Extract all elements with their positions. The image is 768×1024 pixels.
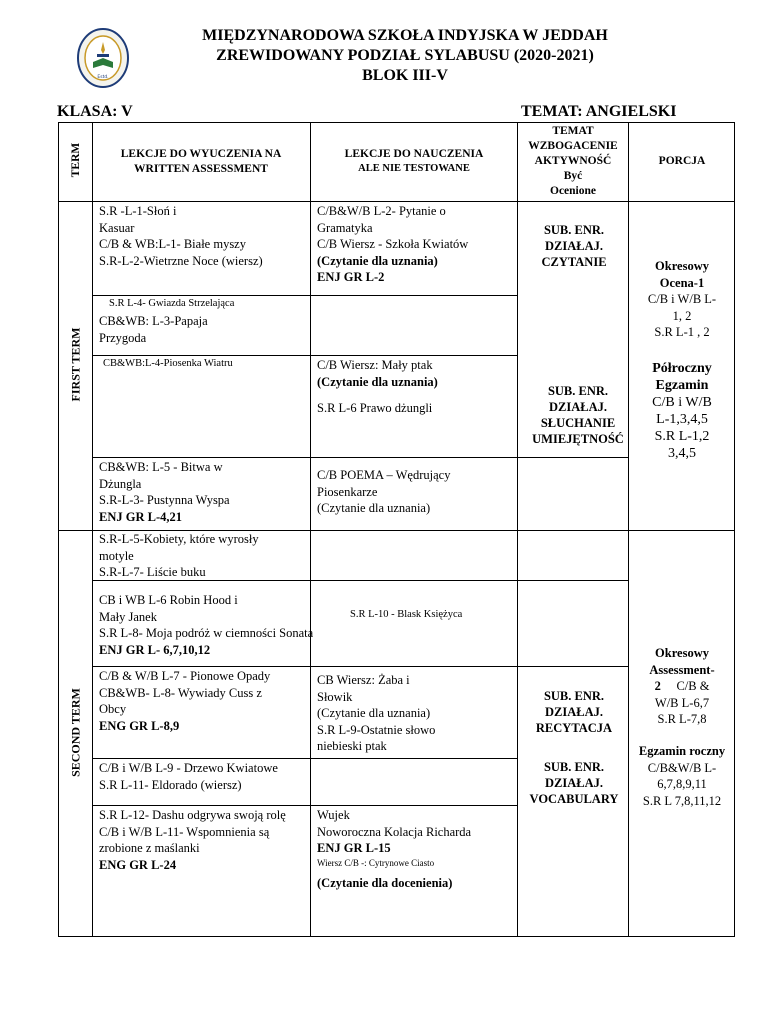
first-term-label: FIRST TERM (68, 327, 83, 402)
r9-not-tested: Wujek Noworoczna Kolacja Richarda ENJ GR L-15 Wiersz C/B -: Cytrynowe Ciasto (Czytanie dla docenienia) (317, 808, 472, 890)
enrichment-recitation: SUB. ENR. DZIAŁAJ. RECYTACJA (535, 689, 613, 735)
r9-written: S.R L-12- Dashu odgrywa swoją rolę C/B i W/B L-11- Wspomnienia są zrobione z maślanki ENG GR L-24 (99, 808, 286, 872)
r1-written: S.R -L-1-Słoń i Kasuar C/B & WB:L-1- Białe myszy S.R-L-2-Wietrzne Noce (wiersz) (99, 204, 263, 268)
portion-second-annual: Egzamin roczny C/B&W/B L- 6,7,8,9,11 S.R L 7,8,11,12 (638, 744, 726, 808)
enrichment-reading: SUB. ENR. DZIAŁAJ. CZYTANIE (541, 223, 607, 269)
r4-not-tested: C/B POEMA – Wędrujący Piosenkarze (Czytanie dla uznania) (317, 468, 451, 515)
enrichment-vocabulary: SUB. ENR. DZIAŁAJ. VOCABULARY (529, 760, 619, 806)
r6-written: CB i WB L-6 Robin Hood i Mały Janek S.R L-8- Moja podróż w ciemności Sonata ENJ GR L- 6,7,10,12 (99, 593, 314, 657)
r3-written-small: CB&WB:L-4-Piosenka Wiatru (103, 358, 233, 369)
r3-not-tested: C/B Wiersz: Mały ptak (Czytanie dla uznania) S.R L-6 Prawo dżungli (317, 358, 438, 415)
r2-written: CB&WB: L-3-Papaja Przygoda (99, 314, 208, 345)
r6-not-tested: S.R L-10 - Blask Księżyca (350, 609, 463, 620)
block-label: BLOK III-V (362, 67, 448, 84)
r5-written: S.R-L-5-Kobiety, które wyrosły motyle S.R-L-7- Liście buku (99, 532, 259, 579)
school-name: MIĘDZYNARODOWA SZKOŁA INDYJSKA W JEDDAH (202, 27, 608, 44)
r1-not-tested: C/B&W/B L-2- Pytanie o Gramatyka C/B Wiersz - Szkoła Kwiatów (Czytanie dla uznania) ENJ GR L-2 (317, 204, 469, 284)
term-header: TERM (70, 142, 82, 178)
class-label: KLASA: V (57, 103, 133, 120)
portion-first-periodic: Okresowy Ocena-1 C/B i W/B L- 1, 2 S.R L-1 , 2 (647, 259, 717, 339)
enrichment-listening: SUB. ENR. DZIAŁAJ. SŁUCHANIE UMIEJĘTNOŚĆ (532, 384, 624, 446)
enrichment-header: TEMAT WZBOGACENIE AKTYWNOŚĆ Być Ocenione (528, 125, 618, 197)
document-title: ZREWIDOWANY PODZIAŁ SYLABUSU (2020-2021) (216, 47, 594, 64)
svg-text:Estd.: Estd. (97, 75, 109, 80)
r7-written: C/B & W/B L-7 - Pionowe Opady CB&WB- L-8- Wywiady Cuss z Obcy ENG GR L-8,9 (99, 669, 271, 733)
written-assessment-header: LEKCJE DO WYUCZENIA NA WRITTEN ASSESSMENT (120, 148, 282, 175)
r8-written: C/B i W/B L-9 - Drzewo Kwiatowe S.R L-11- Eldorado (wiersz) (99, 761, 278, 792)
r2-written-small: S.R L-4- Gwiazda Strzelająca (109, 298, 235, 309)
portion-first-half-yearly: Półroczny Egzamin C/B i W/B L-1,3,4,5 S.R L-1,2 3,4,5 (652, 361, 712, 461)
second-term-label: SECOND TERM (68, 688, 83, 777)
r7-not-tested: CB Wiersz: Żaba i Słowik (Czytanie dla uznania) S.R L-9-Ostatnie słowo niebieski ptak (317, 673, 436, 753)
not-tested-header: LEKCJE DO NAUCZENIA ALE NIE TESTOWANE (344, 148, 484, 174)
portion-second-periodic: Okresowy Assessment- 2 C/B & W/B L-6,7 S.R L-7,8 (649, 646, 715, 726)
r4-written: CB&WB: L-5 - Bitwa w Dżungla S.R-L-3- Pustynna Wyspa ENJ GR L-4,21 (99, 460, 230, 524)
portion-header: PORCJA (658, 155, 706, 167)
subject-label: TEMAT: ANGIELSKI (521, 103, 677, 120)
